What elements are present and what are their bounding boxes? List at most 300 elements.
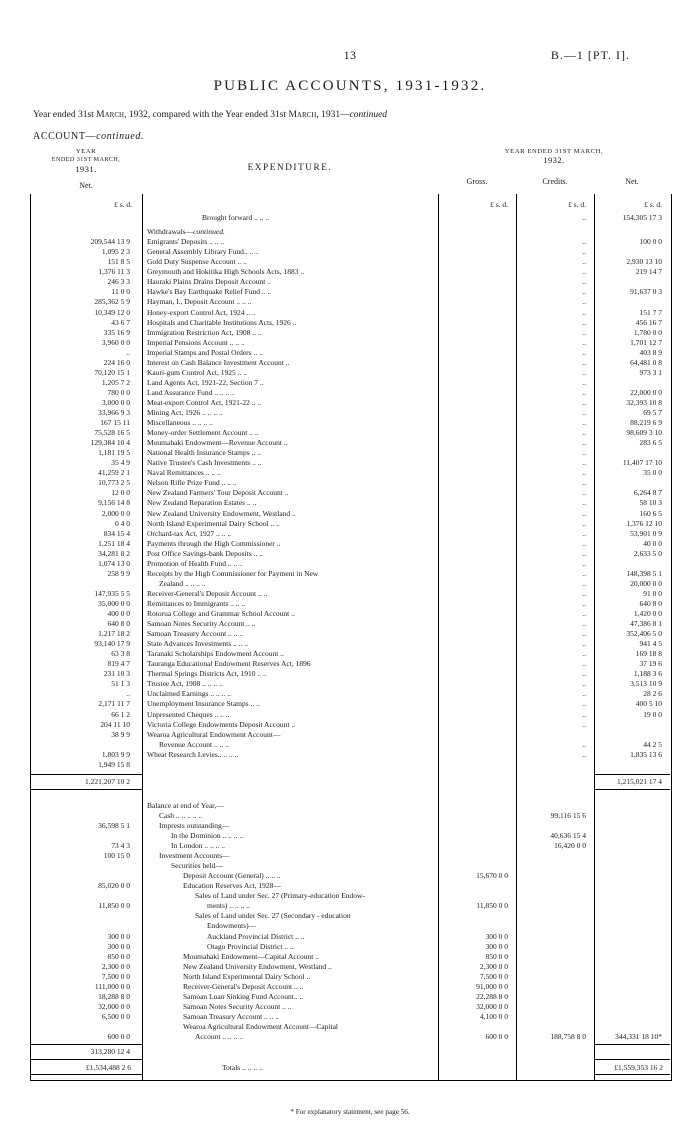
row-46-prior-net: 2,171 11 7 (98, 699, 130, 709)
row-37-credits: .. (582, 609, 586, 618)
row-20-net: 283 6 5 (639, 438, 662, 448)
row-33-prior-net: 258 9 9 (107, 568, 130, 578)
row-10-net: 1,701 12 7 (630, 337, 662, 347)
row-9-expenditure: Immigration Restriction Act, 1908 .. .. (147, 327, 262, 337)
row-8-credits: .. (582, 317, 586, 327)
row-14-expenditure: Land Agents Act, 1921-22, Section 7 .. (147, 377, 264, 387)
row-40-expenditure: State Advances Investments .. .. .. (147, 639, 249, 649)
row-18-prior-net: 167 15 11 (100, 418, 130, 428)
row-3-credits: .. (582, 267, 586, 277)
row-33-net: 148,398 5 1 (626, 568, 662, 578)
subtitle-mid: , 1932, compared with the Year ended 31st (124, 110, 289, 120)
row-10-expenditure: Imperial Pensions Account .. .. .. (147, 337, 245, 347)
row-49-prior-net: 38 9 9 (111, 729, 130, 739)
balrow-17-expenditure: Receiver-General's Deposit Account .. .. (183, 981, 304, 991)
row-22-credits: .. (582, 458, 586, 468)
row-40-net: 941 4 5 (639, 639, 662, 649)
row-29-prior-net: 834 15 4 (103, 528, 130, 538)
row-45-net: 28 2 6 (643, 689, 662, 699)
row-23-net: 35 0 0 (643, 468, 662, 478)
row-0-expenditure: Emigrants' Deposits .. .. .. (147, 237, 225, 247)
row-17-net: 69 5 7 (643, 408, 662, 417)
row-40-prior-net: 93,140 17 9 (94, 639, 130, 649)
row-51-expenditure: Wheat Research Levies.. .. .. .. (147, 749, 239, 759)
balrow-19-gross: 32,000 0 0 (476, 1001, 508, 1011)
subtitle-pre: Year ended 31st (33, 110, 97, 120)
balrow-13-prior-net: 300 0 0 (107, 941, 130, 951)
page-number: 13 (343, 48, 357, 62)
row-30-net: 40 0 0 (643, 538, 662, 548)
row-48-prior-net: 204 11 10 (100, 719, 130, 729)
column-rule-0 (142, 194, 143, 1080)
header-credits: Credits. (542, 176, 568, 186)
row-32-expenditure: Promotion of Health Fund .. .. .. (147, 558, 243, 568)
row-21-expenditure: National Health Insurance Stamps .. .. (147, 448, 261, 458)
row-50-credits: .. (582, 739, 586, 749)
row-30-credits: .. (582, 538, 586, 548)
row-11-expenditure: Imperial Stamps and Postal Orders .. .. (147, 347, 263, 357)
row-7-credits: .. (582, 307, 586, 317)
row-36-expenditure: Remittances to Immigrants .. .. .. (147, 598, 246, 608)
balrow-19-prior-net: 32,000 0 0 (98, 1001, 130, 1011)
row-10-credits: .. (582, 337, 586, 347)
row-3-net: 219 14 7 (635, 267, 662, 277)
balrow-4-prior-net: 100 15 0 (103, 851, 130, 861)
balrow-0-credits: 99,116 15 6 (550, 810, 586, 820)
subtitle-continued: continued (349, 110, 388, 120)
row-15-net: 22,000 0 0 (630, 387, 662, 397)
row-22-net: 11,407 17 10 (622, 458, 662, 468)
balrow-22-credits: 188,758 8 0 (550, 1032, 586, 1041)
balrow-12-gross: 300 0 0 (485, 931, 508, 941)
row-43-net: 1,188 3 6 (633, 669, 662, 679)
row-44-prior-net: 51 1 3 (111, 679, 130, 689)
balrow-16-prior-net: 7,500 0 0 (101, 971, 130, 981)
row-52-prior-net: 1,949 15 8 (98, 759, 130, 769)
balrow-10-expenditure: Sales of Land under Sec. 27 (Secondary - education (195, 911, 351, 921)
subtotal-1-net: 1,215,021 17 4 (617, 776, 662, 786)
row-39-expenditure: Samoan Treasury Account .. .. .. (147, 629, 244, 639)
totals-label: Totals .. .. .. .. (222, 1063, 263, 1073)
balrow-3-expenditure: In London .. .. .. .. (171, 841, 225, 851)
row-41-prior-net: 63 3 8 (111, 649, 130, 659)
row-15-expenditure: Land Assurance Fund .. .. .. .. (147, 387, 235, 397)
row-15-credits: .. (582, 387, 586, 397)
header-gross: Gross. (466, 176, 488, 186)
balrow-13-expenditure: Otago Provincial District .. .. (207, 941, 294, 951)
subtotal-rule-left-2 (30, 789, 142, 790)
row-9-prior-net: 335 16 9 (103, 327, 130, 337)
row-40-credits: .. (582, 639, 586, 649)
row-32-credits: .. (582, 558, 586, 568)
public-accounts-table (30, 148, 670, 194)
row-38-credits: .. (582, 619, 586, 629)
balrow-3-prior-net: 73 4 3 (111, 841, 130, 851)
row-7-prior-net: 10,349 12 0 (94, 307, 130, 317)
brought-forward-label: Brought forward .. .. .. (202, 213, 270, 223)
row-30-prior-net: 1,251 18 4 (98, 538, 130, 548)
row-5-prior-net: 11 0 0 (111, 287, 130, 297)
row-2-credits: .. (582, 257, 586, 267)
row-17-prior-net: 33,966 9 3 (98, 408, 130, 417)
row-46-credits: .. (582, 699, 586, 709)
balrow-2-expenditure: In the Dominion .. .. .. .. (171, 831, 244, 840)
units-net: £ s. d. (644, 200, 662, 209)
row-18-net: 88,219 6 9 (630, 418, 662, 428)
column-rule-2 (516, 194, 517, 1080)
row-5-credits: .. (582, 287, 586, 297)
balrow-7-prior-net: 85,020 0 0 (98, 881, 130, 891)
balrow-7-expenditure: Education Reserves Act, 1928— (183, 881, 281, 891)
row-31-expenditure: Post Office Savings-bank Deposits .. .. (147, 548, 263, 558)
row-31-credits: .. (582, 548, 586, 558)
row-30-expenditure: Payments through the High Commissioner .. (147, 538, 281, 548)
row-35-expenditure: Receiver-General's Deposit Account .. .. (147, 588, 268, 598)
subtotal-2-left: 313,280 12 4 (90, 1047, 130, 1057)
row-4-prior-net: 246 3 3 (107, 277, 130, 287)
balrow-14-expenditure: Moumahaki Endowment—Capital Account .. (183, 951, 320, 961)
row-5-expenditure: Hawke's Bay Earthquake Relief Fund .. .. (147, 287, 272, 297)
row-42-prior-net: 819 4 7 (107, 659, 130, 669)
balrow-22-prior-net: 600 0 0 (107, 1032, 130, 1041)
row-38-net: 47,386 8 1 (630, 619, 662, 629)
page-title: PUBLIC ACCOUNTS, 1931-1932. (213, 78, 487, 94)
row-34-net: 20,000 0 0 (630, 578, 662, 588)
row-13-expenditure: Kauri-gum Control Act, 1925 .. .. (147, 367, 247, 377)
row-15-prior-net: 780 0 0 (107, 387, 130, 397)
row-26-prior-net: 9,156 14 8 (98, 498, 130, 508)
row-35-net: 91 0 0 (643, 588, 662, 598)
balance-section-title: Balance at end of Year,— (147, 800, 224, 810)
units-left: £ s. d. (114, 200, 132, 209)
row-47-net: 19 0 0 (643, 709, 662, 719)
row-16-credits: .. (582, 397, 586, 407)
row-49-expenditure: Wearoa Agricultural Endowment Account— (147, 729, 281, 739)
balrow-1-prior-net: 36,598 5 1 (98, 820, 130, 830)
row-17-credits: .. (582, 408, 586, 417)
row-0-net: 100 0 0 (639, 237, 662, 247)
row-7-net: 151 7 7 (639, 307, 662, 317)
totals-rule-net-bottom (594, 1074, 670, 1075)
balrow-4-expenditure: Investment Accounts— (159, 851, 230, 861)
units-credits: £ s. d. (568, 200, 586, 209)
balrow-18-gross: 22,288 8 0 (476, 991, 508, 1001)
row-27-net: 160 6 5 (639, 508, 662, 518)
row-37-net: 1,420 0 0 (633, 609, 662, 618)
row-19-expenditure: Money-order Settlement Account .. .. (147, 428, 259, 438)
balrow-20-expenditure: Samoan Treasury Account .. .. .. (183, 1011, 280, 1021)
row-47-expenditure: Unpresented Cheques .. .. .. (147, 709, 230, 719)
row-1-expenditure: General Assembly Library Fund.. .. .. (147, 247, 259, 257)
row-25-credits: .. (582, 488, 586, 498)
row-39-prior-net: 1,217 18 2 (98, 629, 130, 639)
row-27-expenditure: New Zealand University Endowment, Westland .. (147, 508, 296, 518)
row-45-expenditure: Unclaimed Earnings .. .. .. .. (147, 689, 231, 699)
row-35-credits: .. (582, 588, 586, 598)
subtotal-1-left: 1,221,207 10 2 (85, 776, 130, 786)
totals-rule-left-bottom (30, 1074, 142, 1075)
totals-rule-left (30, 1059, 142, 1060)
row-22-expenditure: Native Trustee's Cash Investments .. .. (147, 458, 262, 468)
row-33-credits: .. (582, 568, 586, 578)
row-11-credits: .. (582, 347, 586, 357)
row-45-credits: .. (582, 689, 586, 699)
row-12-prior-net: 224 16 0 (103, 357, 130, 367)
balrow-17-gross: 91,000 0 0 (476, 981, 508, 991)
row-41-credits: .. (582, 649, 586, 659)
row-2-expenditure: Gold Duty Suspense Account .. .. (147, 257, 247, 267)
row-22-prior-net: 35 4 9 (111, 458, 130, 468)
header-net: Net. (625, 176, 639, 186)
row-13-net: 973 3 1 (639, 367, 662, 377)
totals-rule-net (594, 1059, 670, 1060)
row-43-expenditure: Thermal Springs Districts Act, 1910 .. .. (147, 669, 267, 679)
row-12-credits: .. (582, 357, 586, 367)
section-label-withdrawals: Withdrawals—continued. (147, 227, 225, 237)
row-14-credits: .. (582, 377, 586, 387)
row-28-net: 1,376 12 10 (626, 518, 662, 528)
row-32-prior-net: 1,074 13 0 (98, 558, 130, 568)
row-42-credits: .. (582, 659, 586, 669)
balrow-22-expenditure: Account .. .. .. .. (195, 1032, 243, 1041)
totals-net: £1,559,353 16 2 (614, 1063, 663, 1073)
account-continued: continued. (96, 131, 145, 142)
balrow-6-expenditure: Deposit Account (General) .. .. .. (183, 871, 281, 881)
row-28-expenditure: North Island Experimental Dairy School .. .. (147, 518, 280, 528)
balrow-17-prior-net: 111,000 0 0 (94, 981, 130, 991)
row-44-expenditure: Trustee Act, 1908 .. .. .. .. (147, 679, 223, 689)
row-34-expenditure: Zealand .. .. .. .. (159, 578, 206, 588)
row-12-expenditure: Interest on Cash Balance Investment Account .. (147, 357, 290, 367)
row-31-prior-net: 34,281 8 2 (98, 548, 130, 558)
subtotal-rule-left-3 (30, 1044, 142, 1045)
totals-left: £1,534,488 2 6 (86, 1063, 131, 1073)
balrow-16-expenditure: North Island Experimental Dairy School .. (183, 971, 311, 981)
row-24-credits: .. (582, 478, 586, 488)
row-42-expenditure: Tauranga Educational Endowment Reserves Act, 1896 (147, 659, 311, 669)
subtotal-rule-left (30, 774, 142, 775)
balrow-9-expenditure: ments) .. .. .. .. (207, 901, 250, 911)
row-23-expenditure: Naval Remittances .. .. .. (147, 468, 221, 478)
balrow-15-gross: 2,300 0 0 (479, 961, 508, 971)
balrow-12-prior-net: 300 0 0 (107, 931, 130, 941)
balrow-20-prior-net: 6,500 0 0 (101, 1011, 130, 1021)
row-34-credits: .. (582, 578, 586, 588)
footnote: * For explanatory statement, see page 56. (290, 1108, 410, 1116)
row-33-expenditure: Receipts by the High Commissioner for Payment in New (147, 568, 319, 578)
row-45-prior-net: .. (126, 689, 130, 699)
row-12-net: 64,481 0 8 (630, 357, 662, 367)
balrow-14-gross: 850 0 0 (485, 951, 508, 961)
row-31-net: 2,633 5 0 (633, 548, 662, 558)
units-gross: £ s. d. (490, 200, 508, 209)
row-10-prior-net: 3,960 0 0 (101, 337, 130, 347)
row-4-expenditure: Hauraki Plains Drains Deposit Account .. (147, 277, 271, 287)
balrow-15-expenditure: New Zealand University Endowment, Westland .. (183, 961, 332, 971)
row-47-credits: .. (582, 709, 586, 719)
row-36-net: 640 8 0 (639, 598, 662, 608)
row-18-expenditure: Miscellaneous .. .. .. .. (147, 418, 213, 428)
balrow-1-expenditure: Imprests outstanding— (159, 820, 230, 830)
row-13-credits: .. (582, 367, 586, 377)
row-21-prior-net: 1,181 19 5 (98, 448, 130, 458)
table-header-row-1 (30, 148, 670, 173)
row-29-net: 53,901 0 9 (630, 528, 662, 538)
row-2-net: 2,930 13 10 (626, 257, 662, 267)
balrow-18-prior-net: 18,288 8 0 (98, 991, 130, 1001)
header-expenditure: EXPENDITURE. (247, 162, 333, 172)
row-39-credits: .. (582, 629, 586, 639)
row-37-prior-net: 400 0 0 (107, 609, 130, 618)
balrow-16-gross: 7,500 0 0 (479, 971, 508, 981)
row-3-expenditure: Greymouth and Hokitika High Schools Acts, 1883 .. (147, 267, 305, 277)
row-8-expenditure: Hospitals and Charitable Institutions Acts, 1926 .. (147, 317, 297, 327)
row-24-expenditure: Nelson Rifle Prize Fund .. .. .. (147, 478, 237, 488)
balrow-5-expenditure: Securities held— (171, 861, 223, 871)
row-9-credits: .. (582, 327, 586, 337)
row-41-net: 169 18 8 (635, 649, 662, 659)
row-13-prior-net: 70,120 15 1 (94, 367, 130, 377)
balrow-0-expenditure: Cash .. .. .. .. .. (159, 810, 203, 820)
doc-reference: B.—1 [PT. I]. (550, 48, 630, 62)
row-5-net: 91,637 0 3 (630, 287, 662, 297)
row-50-net: 44 2 5 (643, 739, 662, 749)
row-36-prior-net: 35,000 0 0 (98, 598, 130, 608)
subtitle-march-2: March (288, 110, 317, 120)
row-47-prior-net: 66 1 2 (111, 709, 130, 719)
row-29-expenditure: Orchard-tax Act, 1927 .. .. .. (147, 528, 232, 538)
account-label: ACCOUNT— (33, 131, 97, 142)
row-38-expenditure: Samoan Notes Security Account .. .. (147, 619, 256, 629)
row-29-credits: .. (582, 528, 586, 538)
row-50-expenditure: Revenue Account .. .. .. (159, 739, 229, 749)
row-51-credits: .. (582, 749, 586, 759)
balrow-3-credits: 16,420 0 0 (554, 841, 586, 851)
row-2-prior-net: 151 8 5 (107, 257, 130, 267)
balrow-9-gross: 11,850 0 0 (476, 901, 508, 911)
row-19-prior-net: 75,528 16 5 (94, 428, 130, 438)
row-46-net: 400 5 10 (635, 699, 662, 709)
balrow-9-prior-net: 11,850 0 0 (98, 901, 130, 911)
balrow-13-gross: 300 0 0 (485, 941, 508, 951)
row-48-credits: .. (582, 719, 586, 729)
row-21-credits: .. (582, 448, 586, 458)
row-44-net: 3,513 10 9 (630, 679, 662, 689)
row-11-net: 403 8 9 (639, 347, 662, 357)
balrow-8-expenditure: Sales of Land under Sec. 27 (Primary-education Endow- (195, 891, 365, 901)
brought-forward-net: 154,305 17 3 (622, 213, 662, 223)
subtitle-march-1: March (96, 110, 125, 120)
row-28-prior-net: 0 4 0 (115, 518, 130, 528)
balrow-14-prior-net: 850 0 0 (107, 951, 130, 961)
row-43-prior-net: 231 10 3 (103, 669, 130, 679)
row-4-credits: .. (582, 277, 586, 287)
row-18-credits: .. (582, 418, 586, 428)
row-43-credits: .. (582, 669, 586, 679)
row-23-credits: .. (582, 468, 586, 478)
balrow-15-prior-net: 2,300 0 0 (101, 961, 130, 971)
row-6-prior-net: 285,362 5 9 (94, 297, 130, 307)
balrow-12-expenditure: Auckland Provincial District .. .. (207, 931, 305, 941)
balrow-6-gross: 15,670 0 0 (476, 871, 508, 881)
row-0-prior-net: 209,544 13 9 (90, 237, 130, 247)
header-left-net: YEAR ENDED 31ST MARCH, 1931. Net. (51, 148, 121, 191)
row-20-prior-net: 129,384 10 4 (90, 438, 130, 448)
row-24-prior-net: 10,773 2 5 (98, 478, 130, 488)
balrow-20-gross: 4,100 0 0 (479, 1011, 508, 1021)
brought-forward-credits: .. (582, 213, 586, 223)
row-39-net: 352,406 5 0 (626, 629, 662, 639)
row-6-expenditure: Hayman, I., Deposit Account .. .. .. (147, 297, 252, 307)
row-1-credits: .. (582, 247, 586, 257)
subtotal-rule-net (594, 774, 670, 775)
row-51-prior-net: 1,803 9 9 (101, 749, 130, 759)
row-28-credits: .. (582, 518, 586, 528)
row-27-prior-net: 2,000 0 0 (101, 508, 130, 518)
row-35-prior-net: 147,935 5 5 (94, 588, 130, 598)
row-44-credits: .. (582, 679, 586, 689)
balrow-21-expenditure: Wearoa Agricultural Endowment Account—Capital (183, 1021, 338, 1031)
account-heading (33, 131, 144, 142)
row-11-prior-net: .. (126, 347, 130, 357)
row-25-prior-net: 12 0 0 (111, 488, 130, 498)
row-17-expenditure: Mining Act, 1926 .. .. .. .. (147, 408, 223, 417)
row-0-credits: .. (582, 237, 586, 247)
header-year-1932: YEAR ENDED 31ST MARCH, 1932. (504, 148, 604, 166)
balrow-2-credits: 40,636 15 4 (550, 831, 586, 840)
column-rule-1 (438, 194, 439, 1080)
row-16-net: 32,393 10 8 (626, 397, 662, 407)
row-16-expenditure: Meat-export Control Act, 1921-22 .. .. (147, 397, 262, 407)
row-8-prior-net: 43 6 7 (111, 317, 130, 327)
balrow-19-expenditure: Samoan Notes Security Account .. .. (183, 1001, 292, 1011)
row-8-net: 456 16 7 (635, 317, 662, 327)
row-41-expenditure: Taranaki Scholarships Endowment Account .. (147, 649, 284, 659)
subtitle-post: , 1931— (316, 110, 350, 120)
row-1-prior-net: 1,095 2 3 (101, 247, 130, 257)
subtitle (33, 110, 387, 120)
row-20-credits: .. (582, 438, 586, 448)
row-7-expenditure: Honey-export Control Act, 1924 .. .. (147, 307, 256, 317)
row-27-credits: .. (582, 508, 586, 518)
row-3-prior-net: 1,376 11 3 (98, 267, 130, 277)
column-rule-3 (594, 194, 595, 1080)
row-26-expenditure: New Zealand Reparation Estates .. .. (147, 498, 257, 508)
row-9-net: 1,780 0 0 (633, 327, 662, 337)
row-6-credits: .. (582, 297, 586, 307)
row-37-expenditure: Rotorua College and Grammar School Account .. (147, 609, 295, 618)
row-42-net: 37 19 6 (639, 659, 662, 669)
row-23-prior-net: 41,259 2 1 (98, 468, 130, 478)
subtotal-rule-net-2 (594, 789, 670, 790)
row-19-net: 98,609 3 10 (626, 428, 662, 438)
balrow-18-expenditure: Samoan Loan Sinking Fund Account.. .. (183, 991, 304, 1001)
row-38-prior-net: 640 8 0 (107, 619, 130, 629)
row-20-expenditure: Moumahaki Endowment—Revenue Account .. (147, 438, 288, 448)
row-14-prior-net: 1,205 7 2 (101, 377, 130, 387)
balrow-22-net: 344,331 18 10* (615, 1032, 662, 1041)
row-19-credits: .. (582, 428, 586, 438)
row-51-net: 1,835 13 6 (630, 749, 662, 759)
row-26-credits: .. (582, 498, 586, 508)
row-46-expenditure: Unemployment Insurance Stamps .. .. (147, 699, 260, 709)
row-25-net: 6,264 8 7 (633, 488, 662, 498)
row-48-expenditure: Victoria College Endowments Deposit Account .. (147, 719, 296, 729)
row-36-credits: .. (582, 598, 586, 608)
balrow-22-gross: 600 0 0 (485, 1032, 508, 1041)
subtotal-rule-net-3 (594, 1044, 670, 1045)
row-25-expenditure: New Zealand Farmers' Tour Deposit Account .. (147, 488, 289, 498)
